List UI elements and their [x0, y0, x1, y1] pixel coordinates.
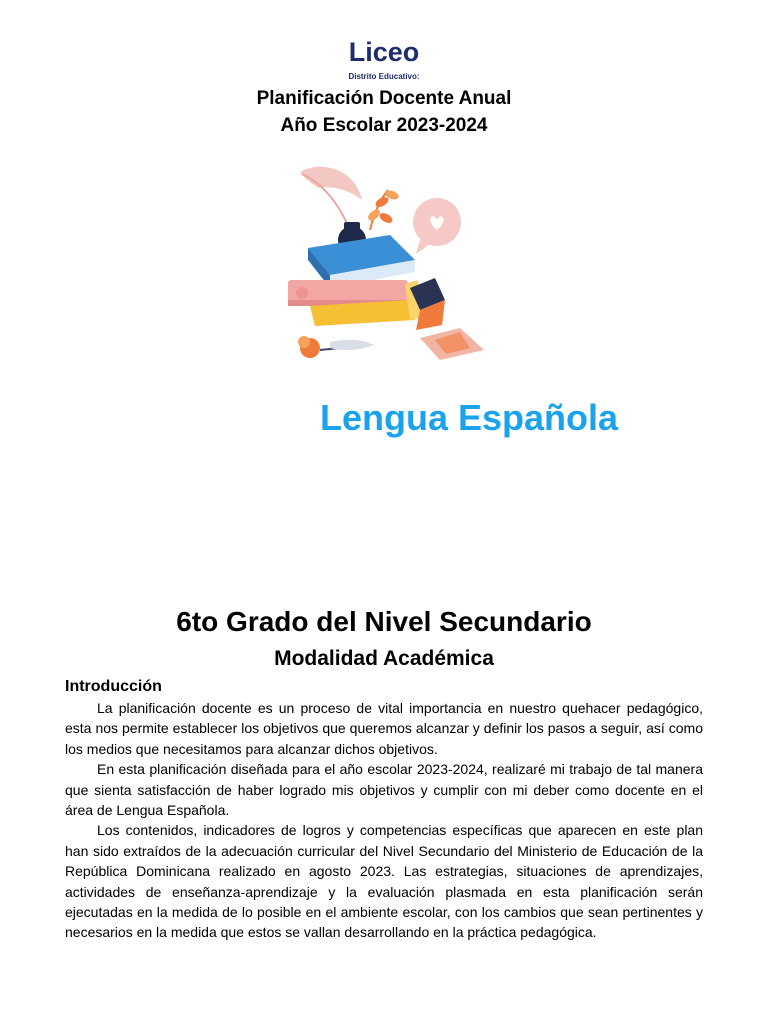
subject-title: Lengua Española — [320, 397, 619, 438]
introduction-heading: Introducción — [65, 678, 162, 695]
grade-title: 6to Grado del Nivel Secundario — [176, 606, 592, 637]
school-year: Año Escolar 2023-2024 — [280, 115, 488, 136]
plan-title: Planificación Docente Anual — [256, 88, 512, 109]
intro-paragraph: La planificación docente es un proceso de vital importancia en nuestro quehacer pedagógico, esta nos permite establecer los objetivos que queremos alcanzar y definir los pasos a seguir, así como los medios que necesitamos para alcanzar dichos objetivos. — [65, 700, 703, 757]
district-label: Distrito Educativo: — [348, 72, 420, 81]
introduction-body — [65, 698, 703, 943]
school-name: Liceo — [348, 37, 420, 67]
books-inkwell-feather-icon — [270, 160, 500, 370]
intro-paragraph: Los contenidos, indicadores de logros y competencias específicas que aparecen en este plan han sido extraídos de la adecuación curricular del Nivel Secundario del Ministerio de Educación de la República Dominicana realizado en agosto 2023. Las estrategias, situaciones de aprendizajes, actividades de enseñanza-aprendizaje y la evaluación plasmada en esta planificación serán ejecutadas en la medida de lo posible en el ambiente escolar, con los cambios que sean pertinentes y necesarios en la medida que estos se vallan desarrollando en la práctica pedagógica. — [65, 822, 703, 941]
modality-title: Modalidad Académica — [274, 647, 494, 670]
intro-paragraph: En esta planificación diseñada para el año escolar 2023-2024, realizaré mi trabajo de tal manera que sienta satisfacción de haber logrado mis objetivos y cumplir con mi deber como docente en el área de Lengua Española. — [65, 761, 703, 819]
